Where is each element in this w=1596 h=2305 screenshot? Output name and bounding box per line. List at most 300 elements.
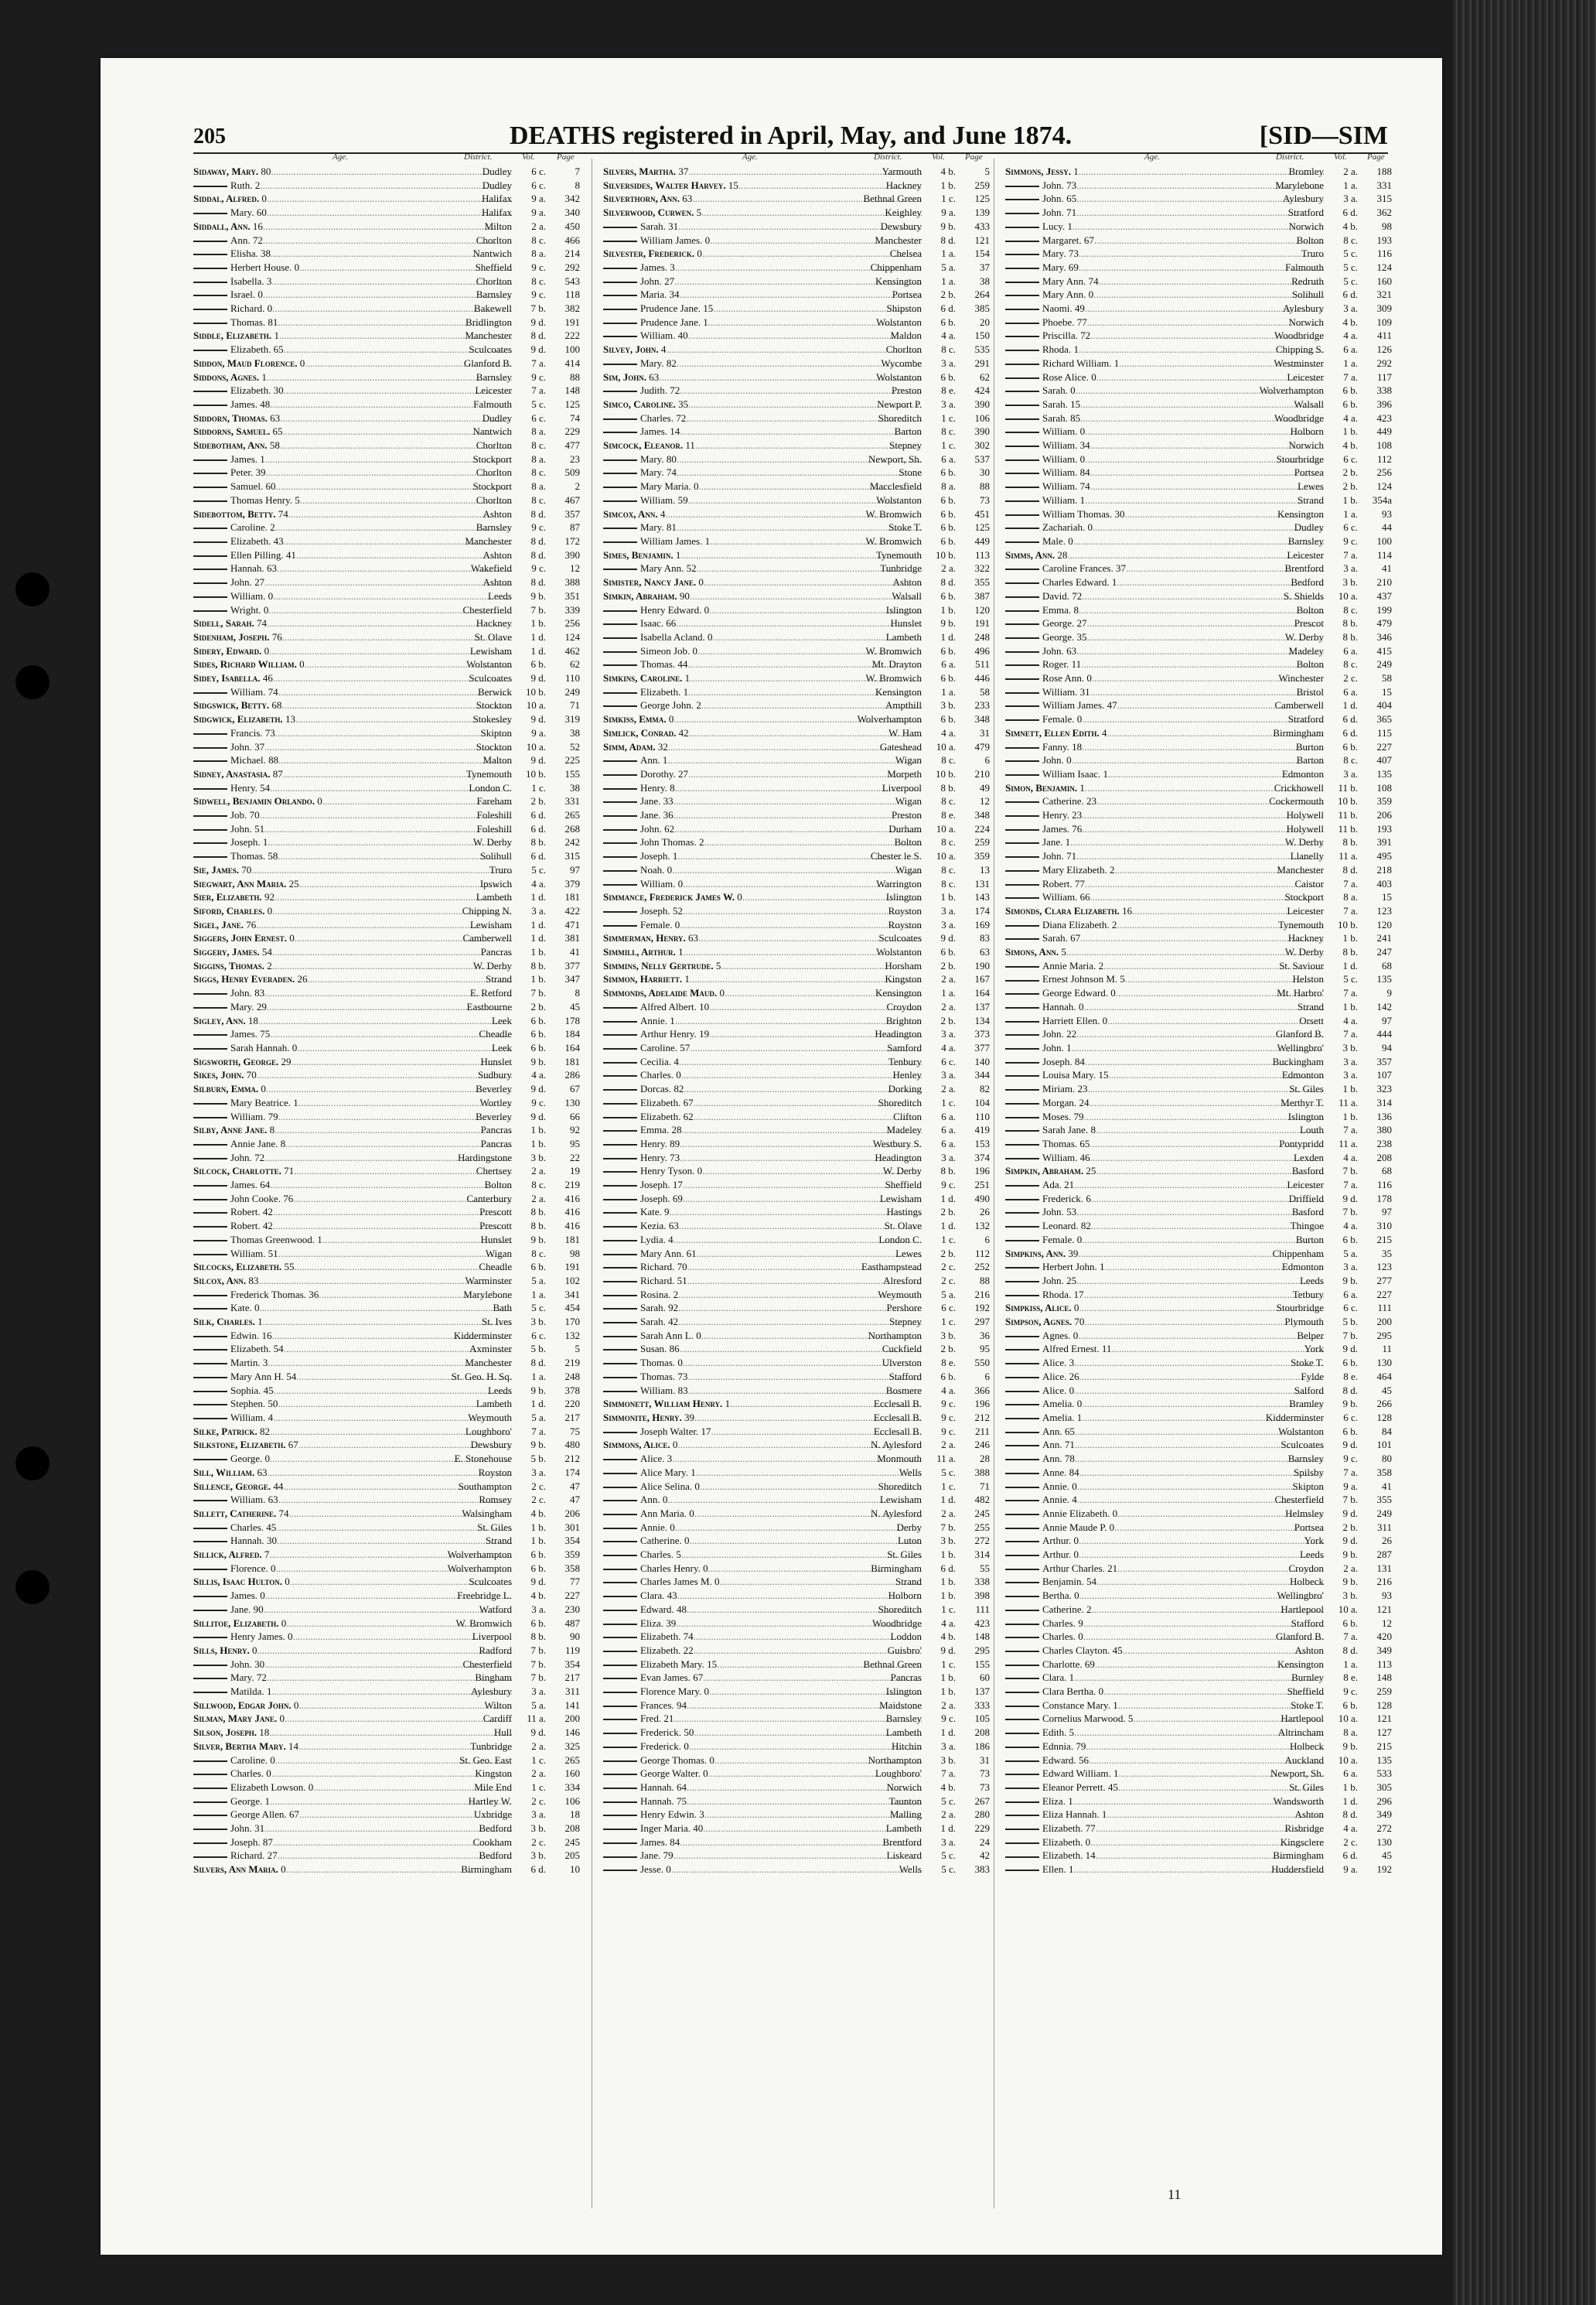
entry-name bbox=[193, 1452, 270, 1466]
entry-district: ..... Walsall bbox=[690, 589, 922, 603]
entry-name-text: Simeon Job. bbox=[640, 644, 691, 657]
entry-name-text: William. bbox=[1042, 891, 1078, 903]
entry-name-text: William. bbox=[640, 1384, 676, 1396]
entry-name-text: Thomas Henry. bbox=[230, 493, 293, 506]
entry-page: 216 bbox=[974, 1288, 990, 1300]
entry-name bbox=[193, 945, 272, 959]
entry-name bbox=[1005, 1082, 1088, 1096]
entry-page: 73 bbox=[980, 493, 990, 506]
entry-district: ..... Mt. Drayton bbox=[687, 657, 922, 671]
entry-page: 311 bbox=[564, 1685, 580, 1698]
entry-name bbox=[603, 1164, 702, 1178]
ditto-dash bbox=[603, 1870, 637, 1871]
age-heading: Age. bbox=[742, 152, 758, 162]
entry-name bbox=[603, 972, 690, 986]
entry-name bbox=[1005, 1794, 1073, 1808]
entry-volume: 8 c. bbox=[531, 439, 546, 452]
entry-page: 128 bbox=[1376, 1699, 1392, 1711]
entry-district: ..... Bedford bbox=[278, 1849, 512, 1863]
register-entry bbox=[193, 1521, 580, 1535]
entry-district: ..... Kingsclere bbox=[1090, 1835, 1324, 1849]
entry-district: ..... N. Aylesford bbox=[694, 1507, 922, 1521]
entry-name bbox=[603, 945, 684, 959]
entry-name bbox=[193, 371, 267, 384]
entry-volume: 5 a. bbox=[531, 1411, 546, 1423]
entry-name-text: Alfred Albert. bbox=[640, 1000, 697, 1012]
entry-district: ..... Islington bbox=[742, 890, 922, 904]
entry-name bbox=[1005, 685, 1090, 699]
entry-age: 31 bbox=[254, 1822, 265, 1835]
entry-name bbox=[1005, 603, 1079, 617]
register-entry bbox=[603, 1411, 990, 1425]
entry-age: 72 bbox=[254, 1151, 265, 1163]
entry-age: 0 bbox=[662, 1494, 668, 1506]
entry-name-text: Siford, Charles. bbox=[193, 904, 265, 917]
entry-age: 0 bbox=[668, 713, 674, 726]
register-entry bbox=[1005, 534, 1392, 548]
entry-name bbox=[193, 1274, 258, 1288]
register-entry bbox=[603, 1740, 990, 1754]
entry-district: ..... Radford bbox=[257, 1644, 512, 1658]
entry-volume: 6 d. bbox=[940, 302, 956, 315]
entry-volume: 1 b. bbox=[530, 617, 546, 630]
entry-district: ..... Chipping S. bbox=[1079, 343, 1324, 357]
entry-age: 45 bbox=[1112, 1644, 1123, 1656]
entry-age: 1 bbox=[264, 1794, 271, 1807]
ditto-dash bbox=[1005, 1747, 1039, 1748]
entry-volume: 11 a. bbox=[527, 1713, 546, 1725]
entry-age: 0 bbox=[670, 1521, 675, 1533]
register-entry bbox=[603, 371, 990, 384]
entry-district: ..... Ashton bbox=[1107, 1808, 1324, 1822]
entry-district: ..... Lambeth bbox=[278, 1397, 512, 1411]
entry-age: 63 bbox=[688, 932, 699, 944]
entry-age: 74 bbox=[278, 507, 288, 520]
entry-age: 16 bbox=[261, 1329, 272, 1341]
entry-volume: 5 c. bbox=[941, 1849, 956, 1862]
entry-age: 26 bbox=[1069, 1370, 1079, 1382]
entry-volume: 1 b. bbox=[940, 1685, 956, 1698]
entry-age: 60 bbox=[265, 480, 276, 493]
ditto-dash bbox=[603, 418, 637, 420]
entry-district: ..... Shoreditch bbox=[694, 1096, 922, 1110]
entry-age: 70 bbox=[246, 1069, 257, 1081]
entry-name-text: Diana Elizabeth. bbox=[1042, 918, 1110, 931]
entry-name-text: William Isaac. bbox=[1042, 767, 1101, 780]
entry-page: 97 bbox=[1382, 1206, 1392, 1218]
entry-page: 117 bbox=[1376, 371, 1392, 383]
ditto-dash bbox=[193, 1678, 227, 1679]
entry-volume: 7 a. bbox=[1343, 877, 1358, 890]
entry-volume: 1 b. bbox=[940, 179, 956, 191]
entry-name-text: Rhoda. bbox=[1042, 343, 1072, 356]
entry-age: 1 bbox=[1101, 1808, 1107, 1821]
entry-page: 11 bbox=[1382, 1343, 1392, 1355]
ditto-dash bbox=[193, 1254, 227, 1255]
entry-name bbox=[1005, 1000, 1083, 1014]
entry-name bbox=[603, 1123, 681, 1137]
entry-name bbox=[193, 1712, 285, 1726]
entry-district: ..... Wolstanton bbox=[305, 657, 512, 671]
entry-district: ..... Beverley bbox=[266, 1082, 512, 1096]
entry-name bbox=[1005, 1493, 1077, 1507]
entry-name bbox=[1005, 1849, 1096, 1863]
entry-name-text: Sigsworth, George. bbox=[193, 1055, 279, 1067]
register-entry bbox=[603, 493, 990, 507]
entry-page: 331 bbox=[564, 795, 580, 808]
entry-age: 0 bbox=[697, 1165, 703, 1177]
entry-age: 0 bbox=[1085, 1835, 1091, 1848]
entry-page: 391 bbox=[1376, 836, 1392, 849]
entry-district: ..... Pancras bbox=[275, 1123, 512, 1137]
register-entry bbox=[1005, 1767, 1392, 1781]
register-entry bbox=[1005, 1342, 1392, 1356]
entry-page: 268 bbox=[564, 822, 580, 835]
entry-volume: 1 b. bbox=[1342, 1083, 1358, 1095]
entry-volume: 1 c. bbox=[531, 1754, 546, 1766]
entry-district: ..... Newport, Sh. bbox=[677, 452, 922, 466]
entry-name-text: Sides, Richard William. bbox=[193, 658, 297, 671]
ditto-dash bbox=[193, 186, 227, 187]
register-entry bbox=[603, 1301, 990, 1315]
entry-district: ..... Tunbridge bbox=[298, 1740, 512, 1754]
entry-page: 496 bbox=[974, 644, 990, 657]
entry-name bbox=[1005, 1726, 1074, 1740]
entry-volume: 8 c. bbox=[1343, 754, 1358, 767]
entry-age: 0 bbox=[697, 248, 702, 260]
ditto-dash bbox=[1005, 884, 1039, 886]
register-entry bbox=[193, 1096, 580, 1110]
entry-volume: 3 a. bbox=[941, 1069, 956, 1081]
entry-age: 53 bbox=[1066, 1206, 1077, 1218]
entry-volume: 8 b. bbox=[530, 1220, 546, 1232]
entry-district: ..... Ashton bbox=[296, 548, 512, 562]
entry-name bbox=[193, 835, 268, 849]
ditto-dash bbox=[1005, 705, 1039, 707]
register-entry bbox=[603, 192, 990, 206]
ditto-dash bbox=[603, 829, 637, 831]
register-entry bbox=[603, 1781, 990, 1794]
entry-name bbox=[1005, 1274, 1076, 1288]
entry-page: 121 bbox=[1376, 1713, 1392, 1725]
entry-name-text: Silverwood, Curwen. bbox=[603, 207, 694, 219]
entry-age: 36 bbox=[663, 809, 674, 821]
entry-volume: 6 b. bbox=[940, 672, 956, 685]
entry-volume: 1 b. bbox=[1342, 1110, 1358, 1122]
entry-name-text: Arthur. bbox=[1042, 1549, 1072, 1561]
entry-district: ..... Walsingham bbox=[288, 1507, 512, 1521]
entry-district: ..... Freebridge L. bbox=[265, 1589, 512, 1603]
register-entry bbox=[603, 685, 990, 699]
entry-district: ..... Pontypridd bbox=[1090, 1137, 1324, 1151]
entry-name bbox=[603, 398, 688, 411]
entry-page: 407 bbox=[1376, 754, 1392, 767]
register-entry bbox=[603, 1589, 990, 1603]
register-entry bbox=[193, 644, 580, 658]
entry-district: ..... Macclesfield bbox=[698, 480, 922, 493]
register-entry bbox=[1005, 1247, 1392, 1261]
entry-age: 2 bbox=[1098, 959, 1104, 972]
entry-name-text: Charles Henry. bbox=[640, 1562, 701, 1574]
entry-volume: 2 b. bbox=[940, 959, 956, 972]
entry-page: 13 bbox=[980, 863, 990, 876]
entry-district: ..... St. Olave bbox=[679, 1219, 922, 1233]
entry-volume: 6 c. bbox=[531, 1329, 546, 1341]
ditto-dash bbox=[1005, 1185, 1039, 1187]
ditto-dash bbox=[193, 1541, 227, 1542]
entry-volume: 10 b. bbox=[936, 548, 956, 561]
entry-name bbox=[603, 234, 710, 248]
entry-page: 256 bbox=[1376, 466, 1392, 479]
register-entry bbox=[193, 534, 580, 548]
entry-volume: 1 d. bbox=[1342, 699, 1358, 712]
ditto-dash bbox=[1005, 323, 1039, 324]
ditto-dash bbox=[193, 459, 227, 461]
entry-page: 181 bbox=[564, 1055, 580, 1067]
entry-age: 7 bbox=[264, 1549, 270, 1561]
entry-name bbox=[193, 657, 305, 671]
register-entry bbox=[1005, 1041, 1392, 1055]
entry-name-text: Margaret. bbox=[1042, 234, 1082, 246]
entry-name bbox=[603, 1288, 678, 1302]
entry-page: 127 bbox=[1376, 1726, 1392, 1739]
entry-page: 148 bbox=[564, 384, 580, 397]
entry-district: ..... Pancras bbox=[272, 945, 512, 959]
register-entry bbox=[603, 863, 990, 877]
entry-name bbox=[1005, 1863, 1073, 1876]
entry-page: 248 bbox=[564, 1370, 580, 1382]
register-entry bbox=[1005, 1000, 1392, 1014]
entry-volume: 2 a. bbox=[941, 1507, 956, 1519]
entry-name bbox=[603, 1411, 694, 1425]
entry-age: 0 bbox=[1088, 289, 1094, 301]
entry-age: 77 bbox=[1074, 877, 1085, 890]
entry-name-text: William. bbox=[1042, 425, 1078, 438]
register-entry bbox=[603, 781, 990, 795]
entry-name bbox=[603, 603, 709, 617]
entry-name bbox=[193, 1781, 313, 1794]
register-entry bbox=[1005, 1781, 1392, 1794]
entry-volume: 9 d. bbox=[1342, 1343, 1358, 1355]
entry-district: ..... Loughboro' bbox=[708, 1767, 922, 1781]
entry-name bbox=[1005, 1110, 1083, 1124]
entry-district: ..... Sheffield bbox=[683, 1178, 922, 1192]
entry-name bbox=[193, 1247, 278, 1261]
entry-district: ..... Strand bbox=[277, 1534, 512, 1548]
entry-district: ..... St. Giles bbox=[681, 1548, 922, 1562]
register-page bbox=[101, 58, 1442, 2255]
entry-page: 245 bbox=[564, 1835, 580, 1848]
entry-page: 121 bbox=[974, 234, 990, 246]
entry-volume: 2 b. bbox=[530, 795, 546, 808]
ditto-dash bbox=[603, 1336, 637, 1337]
entry-name-text: Male. bbox=[1042, 534, 1066, 547]
entry-volume: 8 a. bbox=[531, 425, 546, 438]
page-header bbox=[193, 118, 1388, 154]
entry-page: 450 bbox=[564, 220, 580, 232]
register-entry bbox=[193, 1575, 580, 1589]
entry-age: 79 bbox=[1076, 1740, 1086, 1752]
entry-age: 51 bbox=[254, 822, 265, 835]
entry-volume: 2 a. bbox=[531, 1740, 546, 1752]
entry-volume: 7 a. bbox=[1343, 371, 1358, 383]
entry-district: ..... Bolton bbox=[1081, 657, 1324, 671]
entry-district: ..... Leicester bbox=[284, 384, 512, 398]
entry-name bbox=[193, 1356, 268, 1370]
entry-district: ..... Chertsey bbox=[294, 1164, 512, 1178]
entry-name-text: William. bbox=[640, 493, 676, 506]
district-heading: District. bbox=[874, 152, 902, 162]
entry-name bbox=[603, 534, 710, 548]
entry-age: 73 bbox=[264, 726, 275, 739]
entry-name bbox=[193, 261, 299, 275]
entry-name bbox=[193, 685, 278, 699]
entry-volume: 8 d. bbox=[530, 534, 546, 547]
ditto-dash bbox=[193, 1212, 227, 1214]
ditto-dash bbox=[1005, 1842, 1039, 1844]
entry-name bbox=[603, 548, 680, 562]
entry-volume: 1 b. bbox=[940, 603, 956, 616]
entry-age: 65 bbox=[1066, 193, 1077, 205]
entry-district: ..... Maldon bbox=[688, 329, 922, 343]
entry-name-text: Silcock, Charlotte. bbox=[193, 1165, 281, 1177]
register-entry bbox=[193, 493, 580, 507]
register-entry bbox=[603, 890, 990, 904]
entry-volume: 1 a. bbox=[941, 685, 956, 698]
entry-page: 354 bbox=[564, 1535, 580, 1547]
entry-district: ..... Hartlepool bbox=[1092, 1603, 1324, 1617]
entry-page: 118 bbox=[564, 289, 580, 301]
entry-page: 148 bbox=[974, 1631, 990, 1643]
entry-name bbox=[193, 1740, 298, 1754]
entry-name bbox=[193, 534, 284, 548]
entry-name-text: Charles. bbox=[640, 1549, 674, 1561]
entry-name bbox=[1005, 493, 1085, 507]
register-entry bbox=[1005, 1411, 1392, 1425]
ditto-dash bbox=[1005, 1760, 1039, 1762]
entry-age: 0 bbox=[292, 1042, 298, 1053]
ditto-dash bbox=[1005, 842, 1039, 844]
ditto-dash bbox=[603, 487, 637, 488]
entry-name bbox=[193, 1493, 278, 1507]
entry-page: 509 bbox=[564, 466, 580, 479]
entry-volume: 7 a. bbox=[1343, 548, 1358, 561]
entry-name bbox=[193, 1123, 275, 1137]
entry-volume: 11 a. bbox=[1339, 1096, 1358, 1108]
entry-age: 0 bbox=[308, 1781, 314, 1793]
entry-volume: 9 b. bbox=[1342, 1274, 1358, 1286]
entry-district: ..... Belper bbox=[1078, 1329, 1324, 1343]
entry-volume: 8 d. bbox=[1342, 1644, 1358, 1656]
entry-name bbox=[193, 1411, 273, 1425]
entry-age: 51 bbox=[268, 1247, 278, 1259]
entry-page: 111 bbox=[1377, 1302, 1392, 1314]
entry-age: 0 bbox=[698, 576, 704, 589]
entry-volume: 6 b. bbox=[530, 1562, 546, 1574]
entry-name bbox=[603, 1849, 674, 1863]
entry-age: 0 bbox=[689, 1507, 694, 1519]
entry-page: 22 bbox=[570, 1151, 580, 1163]
ditto-dash bbox=[603, 1034, 637, 1036]
entry-name-text: Ann. bbox=[640, 1494, 660, 1506]
entry-name-text: Miriam. bbox=[1042, 1083, 1076, 1095]
entry-volume: 1 d. bbox=[1342, 959, 1358, 972]
entry-name-text: Job. bbox=[230, 809, 247, 821]
entry-volume: 5 c. bbox=[1343, 261, 1358, 273]
register-entry bbox=[193, 1370, 580, 1384]
entry-age: 0 bbox=[1110, 987, 1116, 999]
entry-volume: 9 b. bbox=[530, 1384, 546, 1396]
entry-page: 249 bbox=[1376, 658, 1392, 671]
entry-name-text: Hannah. bbox=[1042, 1000, 1076, 1012]
entry-age: 15 bbox=[703, 302, 714, 315]
entry-volume: 9 b. bbox=[1342, 1576, 1358, 1588]
entry-page: 464 bbox=[1376, 1370, 1392, 1382]
entry-age: 74 bbox=[268, 685, 278, 698]
entry-name-text: Henry Tyson. bbox=[640, 1165, 695, 1177]
entry-age: 0 bbox=[267, 904, 273, 917]
ditto-dash bbox=[603, 911, 637, 913]
ditto-dash bbox=[1005, 227, 1039, 228]
entry-district: ..... Leeds bbox=[1079, 1548, 1324, 1562]
ditto-dash bbox=[193, 1829, 227, 1830]
entry-name-text: Sillence, George. bbox=[193, 1480, 271, 1492]
register-entry bbox=[193, 753, 580, 767]
register-entry bbox=[603, 918, 990, 932]
entry-page: 471 bbox=[564, 918, 580, 931]
entry-volume: 8 c. bbox=[941, 754, 956, 767]
register-entry bbox=[1005, 616, 1392, 630]
ditto-dash bbox=[603, 1678, 637, 1679]
ditto-dash bbox=[603, 1665, 637, 1666]
entry-district: ..... Ipswich bbox=[299, 877, 512, 891]
entry-volume: 7 b. bbox=[530, 1658, 546, 1670]
entry-district: ..... Brighton bbox=[675, 1014, 922, 1028]
register-entry bbox=[1005, 877, 1392, 891]
entry-volume: 3 b. bbox=[530, 1316, 546, 1328]
entry-district: ..... Liskeard bbox=[674, 1849, 922, 1863]
entry-age: 67 bbox=[288, 1439, 298, 1451]
entry-name-text: Charles James M. bbox=[640, 1576, 712, 1588]
register-entry bbox=[1005, 904, 1392, 918]
register-entry bbox=[193, 863, 580, 877]
ditto-dash bbox=[193, 555, 227, 557]
entry-page: 18 bbox=[570, 1808, 580, 1821]
entry-district: ..... Stoke T. bbox=[1074, 1356, 1324, 1370]
entry-age: 90 bbox=[679, 589, 690, 602]
register-entry bbox=[603, 671, 990, 685]
entry-volume: 1 b. bbox=[940, 1576, 956, 1588]
footer-mark: 11 bbox=[1168, 2187, 1182, 2202]
entry-age: 65 bbox=[1079, 1137, 1090, 1149]
entry-name bbox=[193, 959, 272, 973]
entry-age: 84 bbox=[1079, 466, 1090, 479]
ditto-dash bbox=[603, 788, 637, 790]
entry-name-text: Isabella Acland. bbox=[640, 630, 705, 643]
entry-name bbox=[603, 918, 680, 932]
entry-name-text: Priscilla. bbox=[1042, 330, 1078, 342]
entry-district: ..... Portsea bbox=[1114, 1521, 1324, 1535]
entry-volume: 9 c. bbox=[1343, 1685, 1358, 1698]
entry-page: 341 bbox=[564, 1288, 580, 1300]
register-entry bbox=[603, 1521, 990, 1535]
entry-district: ..... Dewsbury bbox=[298, 1438, 512, 1452]
entry-page: 126 bbox=[1376, 343, 1392, 356]
entry-name-text: Mary Ann H. bbox=[230, 1370, 284, 1382]
ditto-dash bbox=[193, 350, 227, 351]
ditto-dash bbox=[1005, 336, 1039, 337]
entry-name bbox=[603, 1685, 709, 1699]
